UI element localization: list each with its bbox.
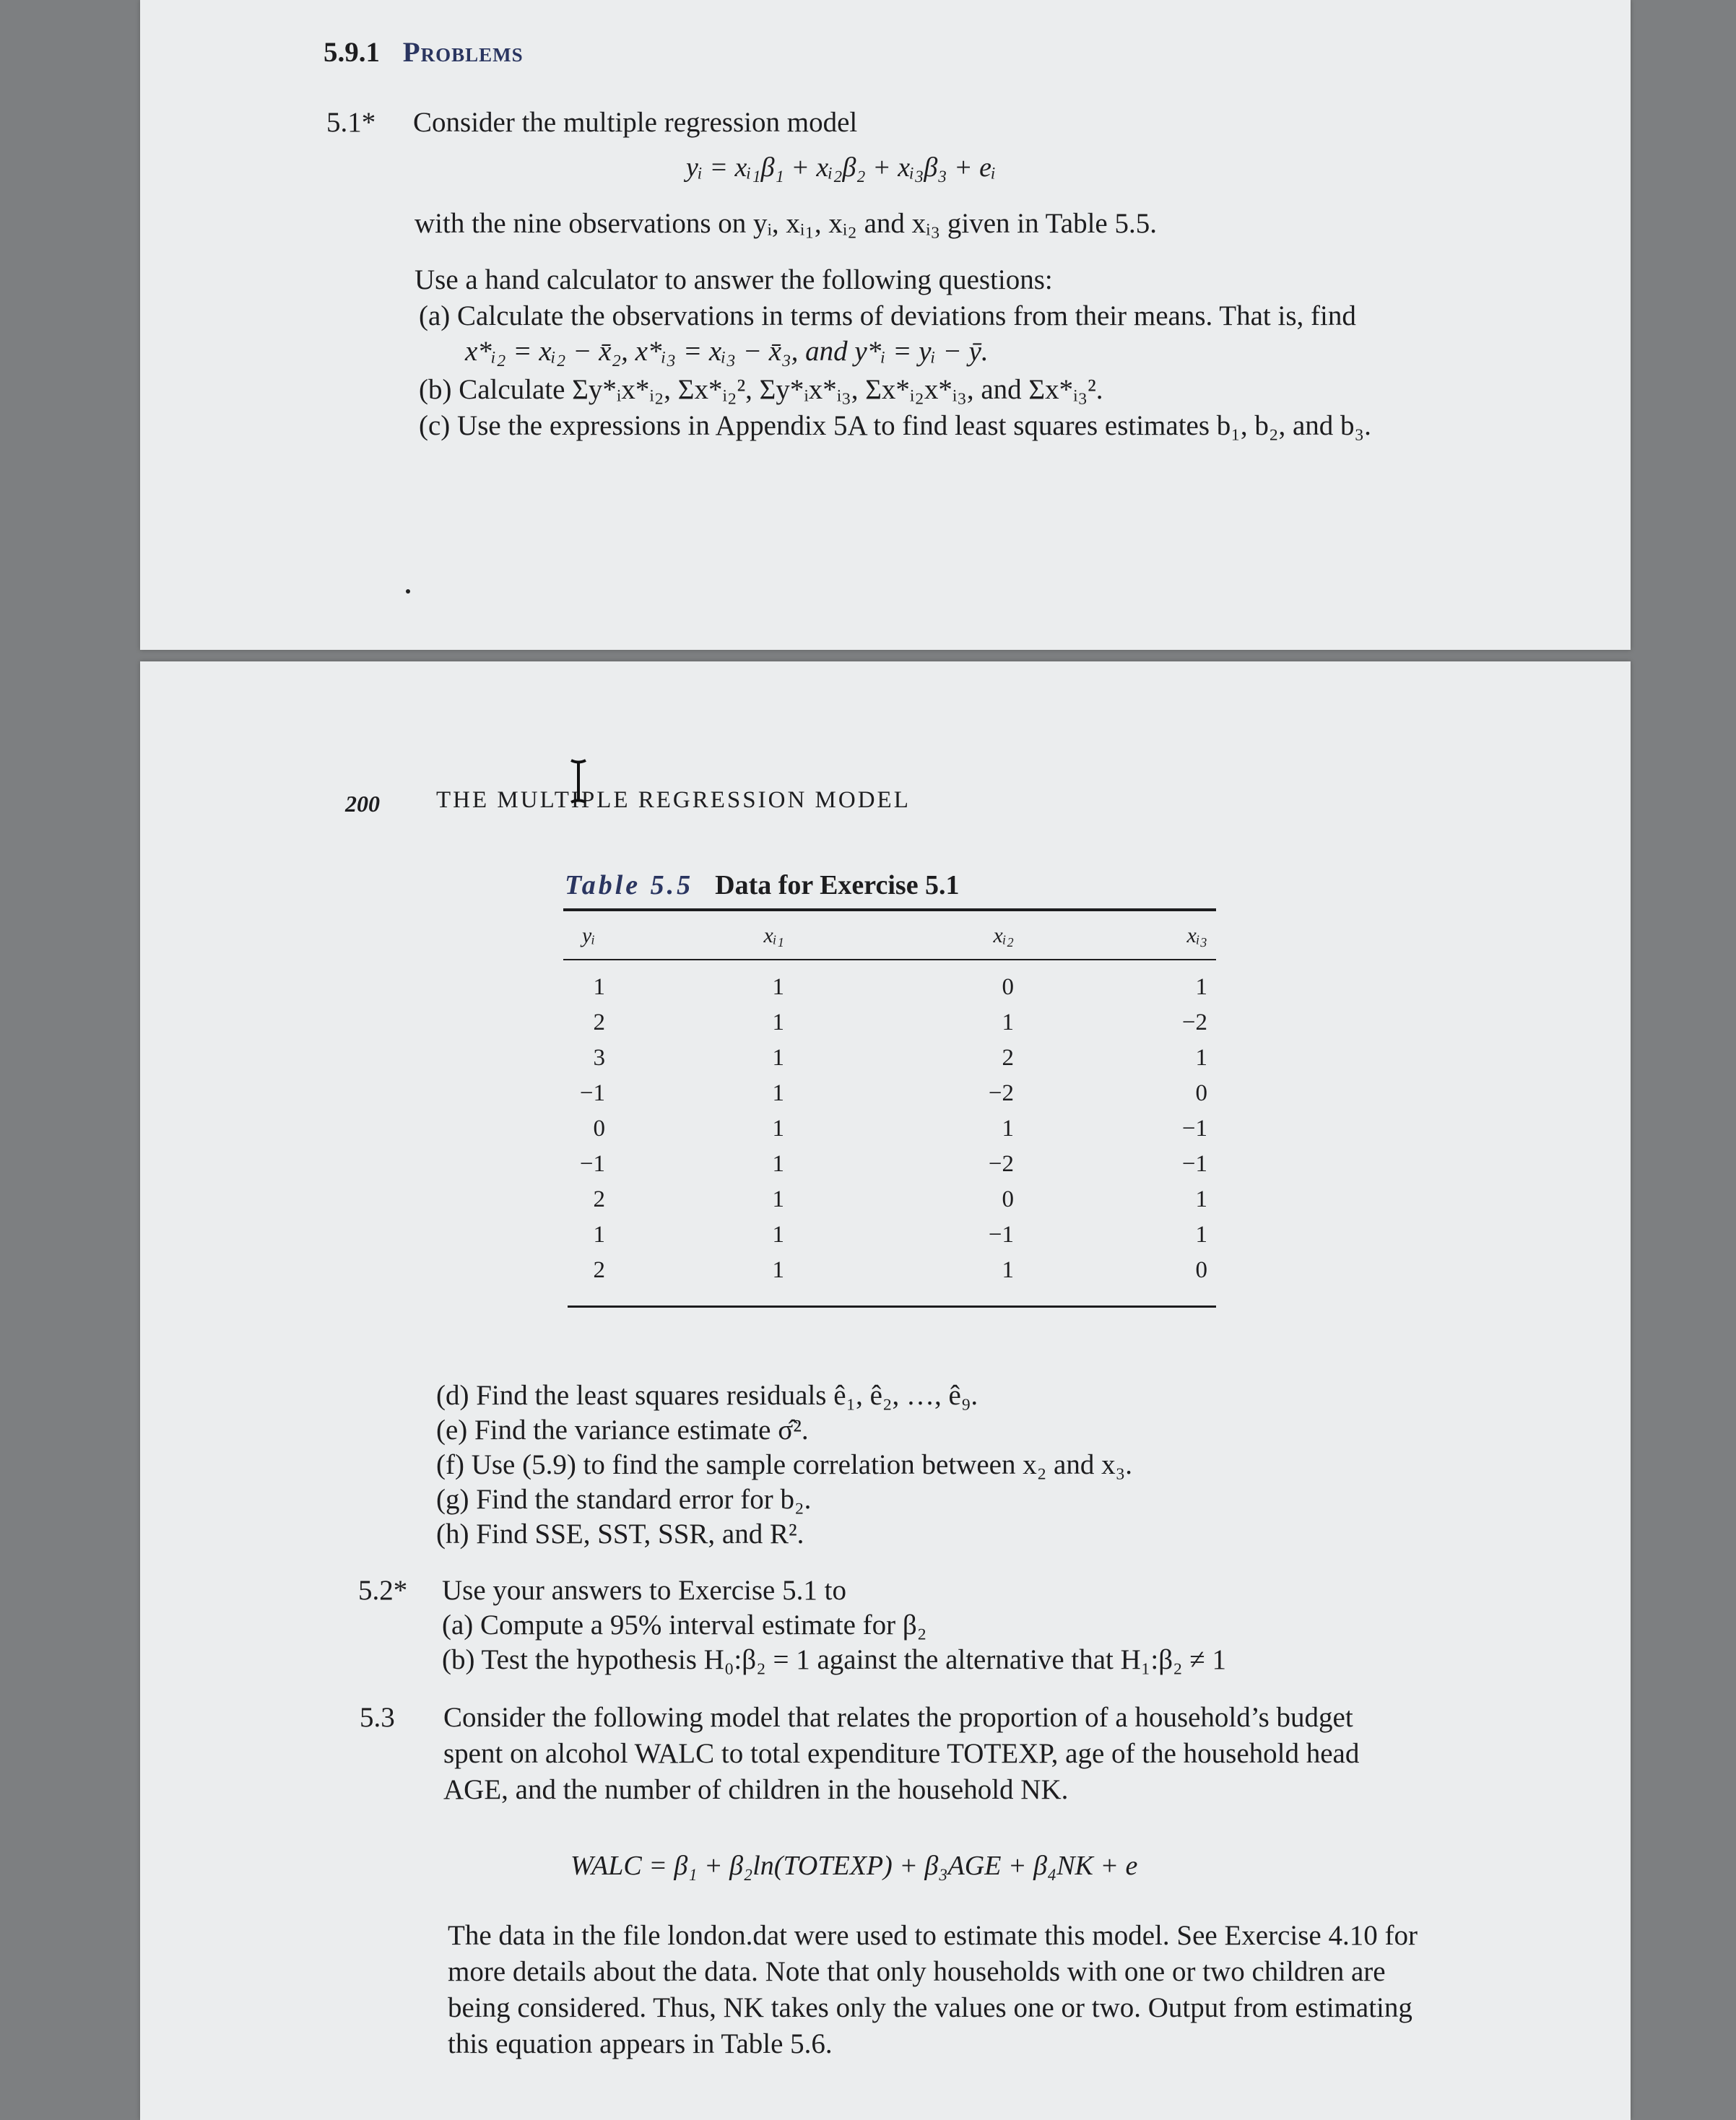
table-title: Data for Exercise 5.1	[715, 870, 960, 900]
table-cell: 1	[772, 974, 784, 1000]
column-header-x2: xᵢ₂	[993, 924, 1014, 947]
table-bottom-rule	[568, 1306, 1216, 1308]
table-cell: 2	[593, 1257, 605, 1283]
exercise-5-2-number: 5.2*	[358, 1575, 408, 1606]
table-row	[563, 1111, 1216, 1147]
table-cell: −1	[579, 1080, 605, 1106]
table-row	[563, 970, 1216, 1005]
exercise-5-3-line2: spent on alcohol WALC to total expenditure TOTEXP, age of the household head	[443, 1738, 1360, 1769]
table-cell: −2	[988, 1151, 1014, 1177]
bottom-page	[140, 661, 1631, 2120]
table-cell: 1	[1002, 1257, 1014, 1283]
table-cell: −1	[1181, 1116, 1207, 1142]
part-a-deviations: x*ᵢ₂ = xᵢ₂ − x̄₂, x*ᵢ₃ = xᵢ₃ − x̄₃, and y*ᵢ = yᵢ − ȳ.	[465, 336, 989, 367]
table-cell: 0	[1002, 1186, 1014, 1212]
table-row	[563, 1182, 1216, 1217]
table-label: Table 5.5	[565, 870, 694, 900]
table-cell: −1	[1181, 1151, 1207, 1177]
exercise-5-3-para2: more details about the data. Note that only households with one or two children are	[448, 1956, 1386, 1987]
table-cell: 2	[593, 1186, 605, 1212]
table-cell: 1	[1002, 1009, 1014, 1035]
table-cell: −1	[988, 1222, 1014, 1248]
table-row	[563, 1217, 1216, 1253]
exercise-5-3-para1: The data in the file london.dat were used to estimate this model. See Exercise 4.10 for	[448, 1920, 1418, 1951]
running-head: THE MULTIPLE REGRESSION MODEL	[436, 787, 911, 813]
column-header-x3: xᵢ₃	[1186, 924, 1207, 947]
table-row	[563, 1076, 1216, 1111]
exercise-5-3-line1: Consider the following model that relates the proportion of a household’s budget	[443, 1702, 1353, 1733]
observations-text: with the nine observations on yᵢ, xᵢ₁, xᵢ₂ and xᵢ₃ given in Table 5.5.	[415, 208, 1157, 239]
table-caption	[565, 869, 960, 901]
exercise-5-3-line3: AGE, and the number of children in the household NK.	[443, 1774, 1069, 1805]
exercise-5-3-para4: this equation appears in Table 5.6.	[448, 2028, 833, 2059]
exercise-intro: Consider the multiple regression model	[413, 107, 858, 138]
part-b-text: (b) Calculate Σy*ᵢx*ᵢ₂, Σx*ᵢ₂², Σy*ᵢx*ᵢ₃, Σx*ᵢ₂x*ᵢ₃, and Σx*ᵢ₃².	[419, 374, 1103, 405]
part-d-text: (d) Find the least squares residuals ê₁, ê₂, …, ê₉.	[436, 1380, 978, 1411]
table-cell: 1	[772, 1116, 784, 1142]
part-e-text: (e) Find the variance estimate σ̂².	[436, 1415, 809, 1446]
table-header-row	[563, 911, 1216, 961]
exercise-number: 5.1*	[326, 107, 376, 138]
exercise-5-3-number: 5.3	[360, 1702, 395, 1733]
table-cell: 1	[772, 1045, 784, 1071]
table-cell: 1	[593, 974, 605, 1000]
table-cell: 1	[772, 1222, 784, 1248]
part-c-text: (c) Use the expressions in Appendix 5A to find least squares estimates b₁, b₂, and b₃.	[419, 410, 1371, 441]
column-header-x1: xᵢ₁	[763, 924, 784, 947]
part-g-text: (g) Find the standard error for b₂.	[436, 1484, 812, 1515]
table-cell: 1	[593, 1222, 605, 1248]
table-cell: −2	[1181, 1009, 1207, 1035]
exercise-5-2-part-b: (b) Test the hypothesis H₀:β₂ = 1 against the alternative that H₁:β₂ ≠ 1	[442, 1644, 1227, 1675]
table-cell: 0	[593, 1116, 605, 1142]
table-cell: 2	[1002, 1045, 1014, 1071]
regression-equation: yᵢ = xᵢ₁β₁ + xᵢ₂β₂ + xᵢ₃β₃ + eᵢ	[686, 152, 997, 183]
table-cell: 1	[1002, 1116, 1014, 1142]
top-page	[140, 0, 1631, 650]
table-cell: 1	[1195, 1186, 1207, 1212]
table-cell: 1	[772, 1151, 784, 1177]
table-cell: −1	[579, 1151, 605, 1177]
walc-equation: WALC = β₁ + β₂ln(TOTEXP) + β₃AGE + β₄NK + e	[570, 1851, 1138, 1881]
table-row	[563, 1041, 1216, 1076]
section-number: 5.9.1	[324, 37, 380, 68]
table-cell: 2	[593, 1009, 605, 1035]
exercise-5-2-part-a: (a) Compute a 95% interval estimate for β₂	[442, 1609, 927, 1641]
table-row	[563, 1147, 1216, 1182]
table-cell: 3	[593, 1045, 605, 1071]
speck	[406, 589, 410, 594]
page-number: 200	[345, 791, 380, 817]
exercise-5-3-para3: being considered. Thus, NK takes only the values one or two. Output from estimating	[448, 1992, 1412, 2023]
part-h-text: (h) Find SSE, SST, SSR, and R².	[436, 1519, 804, 1550]
column-header-y: yᵢ	[582, 924, 596, 947]
data-table	[563, 911, 1216, 1288]
table-cell: −2	[988, 1080, 1014, 1106]
table-cell: 1	[772, 1257, 784, 1283]
part-f-text: (f) Use (5.9) to find the sample correlation between x₂ and x₃.	[436, 1449, 1132, 1480]
table-cell: 1	[772, 1080, 784, 1106]
table-cell: 0	[1195, 1257, 1207, 1283]
table-cell: 0	[1195, 1080, 1207, 1106]
table-row	[563, 1005, 1216, 1041]
table-cell: 0	[1002, 974, 1014, 1000]
table-cell: 1	[1195, 1045, 1207, 1071]
part-a-text: (a) Calculate the observations in terms of deviations from their means. That is, find	[419, 300, 1356, 331]
table-cell: 1	[1195, 1222, 1207, 1248]
table-cell: 1	[772, 1186, 784, 1212]
exercise-5-2-intro: Use your answers to Exercise 5.1 to	[442, 1575, 846, 1606]
table-cell: 1	[1195, 974, 1207, 1000]
text-cursor-icon	[568, 758, 589, 804]
section-heading	[324, 35, 524, 71]
table-cell: 1	[772, 1009, 784, 1035]
instruction-text: Use a hand calculator to answer the following questions:	[415, 264, 1053, 295]
section-title: Problems	[402, 37, 524, 68]
table-row	[563, 1253, 1216, 1288]
